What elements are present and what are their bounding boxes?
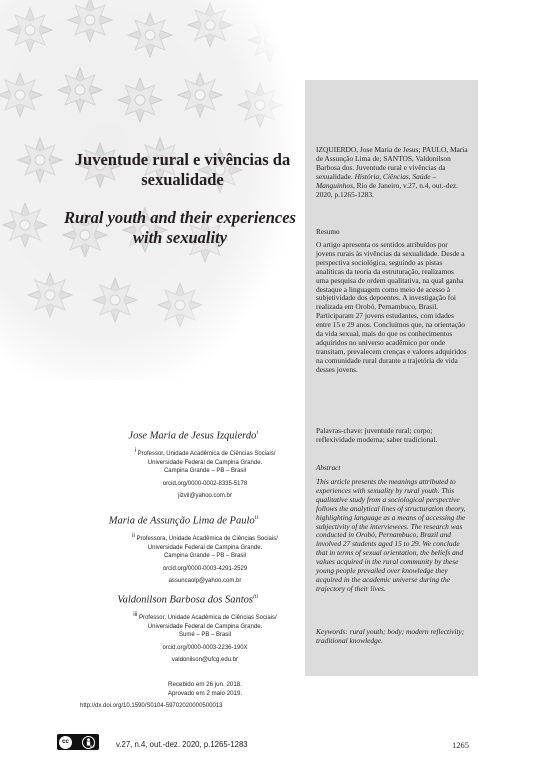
ornament-background: [0, 0, 300, 380]
title-portuguese: Juventude rural e vivências da sexualidade: [74, 150, 291, 189]
author-affiliation: iii Professor, Unidade Acadêmica de Ciências Sociais/ Universidade Federal de Campina Grande. Sumé – PB – Brasil orcid.org/0000-0003-2236-190X valdonilson@ufcg.edu.br: [120, 611, 290, 665]
journal-name: História, Ciências, Saúde – Manguinhos,: [316, 171, 437, 190]
orcid-link[interactable]: orcid.org/0000-0003-4291-2529: [162, 565, 248, 572]
email-link[interactable]: valdonilson@ufcg.edu.br: [171, 657, 239, 664]
title-english: Rural youth and their experiences with sexuality: [64, 208, 296, 247]
submission-dates: [110, 680, 300, 698]
email-link[interactable]: jizvil@yahoo.com.br: [178, 493, 232, 500]
cc-icon: cc: [59, 736, 72, 749]
citation: IZQUIERDO, Jose Maria de Jesus; PAULO, Maria de Assunção Lima de; SANTOS, Valdonilson Barbosa dos. Juventude rural e vivências da sexualidade. História, Ciências, Saúde – Manguinhos, Rio de Janeiro, v.27, n.4, out.-dez. 2020, p.1265-1283.: [316, 145, 468, 199]
email-link[interactable]: assuncaolp@yahoo.com.br: [168, 578, 242, 585]
abstract-keywords: Keywords: rural youth; body; modern reflectivity; traditional knowledge.: [316, 627, 465, 645]
author-affiliation: ii Professora, Unidade Acadêmica de Ciências Sociais/ Universidade Federal de Campina Grande. Campina Grande – PB – Brasil orcid.org/0000-0003-4291-2529 assuncaolp@yahoo.com.br: [120, 532, 290, 586]
creative-commons-badge[interactable]: [57, 734, 99, 750]
approved-date: Aprovado em 2 maio 2019.: [167, 690, 243, 697]
issue-info: v.27, n.4, out.-dez. 2020, p.1265-1283: [116, 740, 248, 749]
by-label: BY: [89, 744, 95, 749]
page-number: 1265: [452, 740, 469, 750]
orcid-link[interactable]: orcid.org/0000-0003-2236-190X: [162, 644, 248, 651]
abstract-heading: Abstract: [316, 464, 341, 472]
author-name: Maria de Assunção Lima de Paulo$^{ii}$: [108, 515, 258, 527]
orcid-link[interactable]: orcid.org/0000-0002-8335-5178: [162, 480, 248, 487]
abstract-text: This article presents the meanings attributed to experiences with sexuality by rural youth. This qualitative study from a sociological perspective follows the analytical lines of structuration theory, highlighting language as a means of accessing the subjectivity of the interviewees. The research was conducted in Orobó, Pernambuco, Brazil and involved 27 students aged 15 to 29. We conclude that in terms of sexual orientation, the beliefs and values acquired in the rural community by these young people prevailed over knowledge they acquired in the academic universe during the trajectory of their lives.: [316, 477, 466, 593]
author-name: Jose Maria de Jesus Izquierdo$^i$: [128, 430, 258, 442]
author-name: Valdonilson Barbosa dos Santos$^{iii}$: [117, 594, 258, 606]
received-date: Recebido em 26 jun. 2018.: [168, 681, 242, 688]
doi-link[interactable]: http://dx.doi.org/10.1590/S0104-59702020000500013: [80, 703, 223, 709]
resumo-heading: Resumo: [316, 228, 340, 236]
author-affiliation: i Professor, Unidade Acadêmica de Ciências Sociais/ Universidade Federal de Campina Grande. Campina Grande – PB – Brasil orcid.org/0000-0002-8335-5178 jizvil@yahoo.com.br: [120, 447, 290, 501]
resumo-keywords: Palavras-chave: juventude rural; corpo; reflexividade moderna; saber tradicional.: [316, 426, 438, 444]
resumo-text: O artigo apresenta os sentidos atribuídos por jovens rurais às vivências da sexualidade. Desde a perspectiva sociológica, seguindo as pistas analíticas da teoria da estruturação, realizamos uma pesquisa de ordem qualitativa, na qual ganha destaque a linguagem como meio de acesso à subjetividade dos depoentes. A investigação foi realizada em Orobó, Pernambuco, Brasil. Participaram 27 jovens estudantes, com idades entre 15 e 29 anos. Concluímos que, na orientação da vida sexual, mais do que os conhecimentos adquiridos no universo acadêmico por onde transitam, prevalecem crenças e valores adquiridos na comunidade rural durante a trajetória de vida desses jovens.: [316, 240, 467, 374]
